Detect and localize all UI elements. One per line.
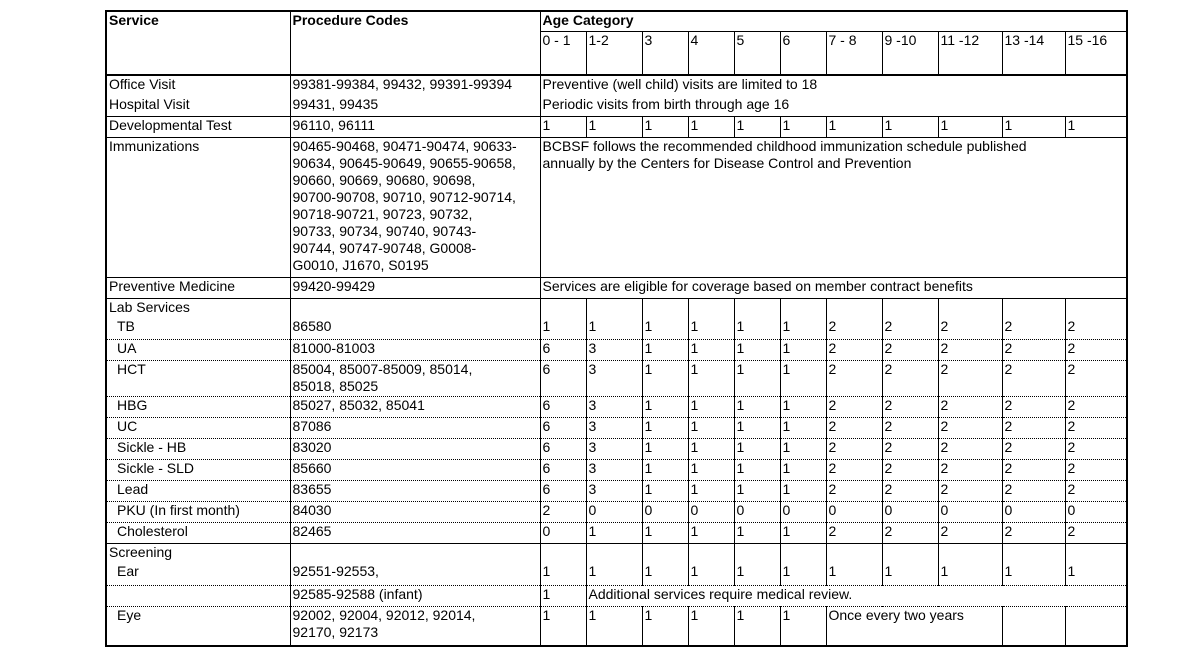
code-line: G0010, J1670, S0195 xyxy=(292,256,429,273)
age-col-header: 0 - 1 xyxy=(540,31,586,75)
code-line: 92170, 92173 xyxy=(292,623,379,640)
code-line: 90744, 90747-90748, G0008- xyxy=(292,239,477,256)
row-sickle-sld xyxy=(106,459,1127,480)
note-cell: Services are eligible for coverage based on member contract benefits xyxy=(540,277,1127,298)
value-cell: 1 xyxy=(586,522,642,543)
value-cell: 1 xyxy=(540,318,586,339)
codes-cell: 85027, 85032, 85041 xyxy=(290,396,540,417)
value-cell: 2 xyxy=(882,522,938,543)
value-cell: 2 xyxy=(938,360,1002,396)
value-cell: 1 xyxy=(734,563,780,585)
row-hospital-visit xyxy=(106,96,1127,116)
value-cell: 6 xyxy=(540,339,586,360)
coverage-table xyxy=(105,10,1128,647)
value-cell: 1 xyxy=(586,116,642,137)
codes-cell: 99420-99429 xyxy=(290,277,540,298)
codes-cell: 99431, 99435 xyxy=(290,96,540,116)
value-cell: 3 xyxy=(586,339,642,360)
value-cell: 2 xyxy=(1002,459,1065,480)
value-cell: 0 xyxy=(780,501,826,522)
value-cell: 1 xyxy=(642,606,688,646)
value-cell: 1 xyxy=(826,563,882,585)
value-cell: 1 xyxy=(734,360,780,396)
value-cell: 2 xyxy=(1002,396,1065,417)
age-col-header: 4 xyxy=(688,31,734,75)
value-cell: 1 xyxy=(1065,563,1127,585)
value-cell: 2 xyxy=(1002,480,1065,501)
note-cell: Preventive (well child) visits are limited to 18 xyxy=(540,75,1127,96)
row-ear xyxy=(106,563,1127,585)
row-developmental-test xyxy=(106,116,1127,137)
value-cell: 1 xyxy=(1002,116,1065,137)
value-cell: 2 xyxy=(1065,480,1127,501)
value-cell: 2 xyxy=(1002,318,1065,339)
value-cell: 2 xyxy=(882,360,938,396)
codes-cell: 92585-92588 (infant) xyxy=(290,585,540,606)
value-cell: 1 xyxy=(734,459,780,480)
value-cell: 2 xyxy=(826,360,882,396)
value-cell: 1 xyxy=(734,438,780,459)
value-cell: 1 xyxy=(688,522,734,543)
row-office-visit xyxy=(106,75,1127,96)
value-cell: 0 xyxy=(688,501,734,522)
value-cell: 1 xyxy=(688,339,734,360)
value-cell: 3 xyxy=(586,417,642,438)
value-cell: 1 xyxy=(1065,116,1127,137)
value-cell: 2 xyxy=(1002,339,1065,360)
note-cell: Once every two years xyxy=(826,606,1002,646)
value-cell: 1 xyxy=(734,606,780,646)
value-cell: 0 xyxy=(734,501,780,522)
service-cell: HBG xyxy=(106,396,290,417)
codes-cell: 83020 xyxy=(290,438,540,459)
service-cell: Ear xyxy=(106,563,290,585)
value-cell: 2 xyxy=(826,396,882,417)
row-eye xyxy=(106,606,1127,646)
row-tb xyxy=(106,318,1127,339)
value-cell: 6 xyxy=(540,438,586,459)
service-cell: Sickle - SLD xyxy=(106,459,290,480)
value-cell: 1 xyxy=(826,116,882,137)
note-line: annually by the Centers for Disease Control and Prevention xyxy=(542,154,912,171)
value-cell: 6 xyxy=(540,396,586,417)
value-cell: 2 xyxy=(1065,318,1127,339)
value-cell: 2 xyxy=(882,459,938,480)
value-cell: 2 xyxy=(826,459,882,480)
row-ua xyxy=(106,339,1127,360)
value-cell: 1 xyxy=(642,459,688,480)
value-cell: 2 xyxy=(540,501,586,522)
value-cell: 1 xyxy=(642,339,688,360)
value-cell: 1 xyxy=(540,116,586,137)
service-cell: Immunizations xyxy=(106,137,290,277)
value-cell: 0 xyxy=(586,501,642,522)
value-cell: 3 xyxy=(586,396,642,417)
service-cell: Eye xyxy=(106,606,290,646)
service-cell: TB xyxy=(106,318,290,339)
value-cell: 1 xyxy=(780,522,826,543)
value-cell: 1 xyxy=(734,522,780,543)
value-cell: 1 xyxy=(688,360,734,396)
value-cell: 2 xyxy=(938,522,1002,543)
value-cell: 2 xyxy=(1065,438,1127,459)
value-cell: 1 xyxy=(586,606,642,646)
row-sickle-hb xyxy=(106,438,1127,459)
value-cell: 1 xyxy=(780,606,826,646)
row-uc xyxy=(106,417,1127,438)
value-cell: 1 xyxy=(780,563,826,585)
value-cell: 1 xyxy=(780,417,826,438)
value-cell: 1 xyxy=(688,318,734,339)
row-screening xyxy=(106,543,1127,563)
value-cell: 6 xyxy=(540,417,586,438)
value-cell: 0 xyxy=(1002,501,1065,522)
value-cell: 1 xyxy=(780,339,826,360)
age-col-header: 5 xyxy=(734,31,780,75)
age-col-header: 13 -14 xyxy=(1002,31,1065,75)
value-cell: 1 xyxy=(1002,563,1065,585)
value-cell: 2 xyxy=(826,522,882,543)
header-age-category: Age Category xyxy=(540,11,1127,31)
code-line: 90733, 90734, 90740, 90743- xyxy=(292,222,477,239)
value-cell: 1 xyxy=(734,318,780,339)
codes-cell xyxy=(290,137,540,277)
value-cell: 2 xyxy=(1002,522,1065,543)
value-cell: 1 xyxy=(734,480,780,501)
age-col-header: 6 xyxy=(780,31,826,75)
value-cell: 2 xyxy=(938,417,1002,438)
value-cell: 1 xyxy=(688,459,734,480)
service-cell: Cholesterol xyxy=(106,522,290,543)
codes-cell: 99381-99384, 99432, 99391-99394 xyxy=(290,75,540,96)
codes-cell xyxy=(290,606,540,646)
value-cell: 2 xyxy=(938,318,1002,339)
value-cell: 1 xyxy=(780,318,826,339)
value-cell: 2 xyxy=(882,480,938,501)
value-cell: 1 xyxy=(780,459,826,480)
row-hct xyxy=(106,360,1127,396)
value-cell: 2 xyxy=(882,438,938,459)
value-cell: 1 xyxy=(780,116,826,137)
value-cell: 2 xyxy=(826,318,882,339)
code-line: 92002, 92004, 92012, 92014, xyxy=(292,606,476,623)
value-cell: 3 xyxy=(586,360,642,396)
codes-cell: 87086 xyxy=(290,417,540,438)
value-cell: 1 xyxy=(642,116,688,137)
value-cell: 2 xyxy=(826,438,882,459)
age-col-header: 15 -16 xyxy=(1065,31,1127,75)
value-cell: 1 xyxy=(642,522,688,543)
value-cell: 1 xyxy=(688,417,734,438)
codes-cell: 85660 xyxy=(290,459,540,480)
note-cell: Additional services require medical review. xyxy=(586,585,1127,606)
codes-cell: 81000-81003 xyxy=(290,339,540,360)
row-lead xyxy=(106,480,1127,501)
code-line: 90634, 90645-90649, 90655-90658, xyxy=(292,154,516,171)
service-cell: Sickle - HB xyxy=(106,438,290,459)
value-cell: 1 xyxy=(938,116,1002,137)
value-cell: 2 xyxy=(1002,417,1065,438)
value-cell: 2 xyxy=(1065,459,1127,480)
note-line: BCBSF follows the recommended childhood immunization schedule published xyxy=(542,137,1027,154)
codes-cell: 82465 xyxy=(290,522,540,543)
value-cell: 1 xyxy=(642,318,688,339)
codes-cell xyxy=(290,360,540,396)
row-cholesterol xyxy=(106,522,1127,543)
value-cell: 2 xyxy=(1002,360,1065,396)
service-cell: Developmental Test xyxy=(106,116,290,137)
header-service: Service xyxy=(106,11,290,75)
value-cell: 1 xyxy=(642,480,688,501)
codes-cell: 83655 xyxy=(290,480,540,501)
value-cell: 2 xyxy=(938,396,1002,417)
value-cell: 1 xyxy=(882,563,938,585)
value-cell: 2 xyxy=(1065,360,1127,396)
value-cell: 1 xyxy=(688,606,734,646)
value-cell: 1 xyxy=(586,563,642,585)
value-cell: 1 xyxy=(882,116,938,137)
value-cell: 2 xyxy=(938,480,1002,501)
note-cell xyxy=(540,137,1127,277)
value-cell: 1 xyxy=(688,563,734,585)
note-cell: Periodic visits from birth through age 16 xyxy=(540,96,1127,116)
value-cell: 1 xyxy=(540,606,586,646)
value-cell: 3 xyxy=(586,438,642,459)
service-cell: Hospital Visit xyxy=(106,96,290,116)
value-cell: 1 xyxy=(780,360,826,396)
value-cell: 1 xyxy=(642,438,688,459)
value-cell: 6 xyxy=(540,480,586,501)
value-cell: 2 xyxy=(882,396,938,417)
value-cell: 1 xyxy=(642,396,688,417)
value-cell: 3 xyxy=(586,480,642,501)
service-cell: PKU (In first month) xyxy=(106,501,290,522)
value-cell: 1 xyxy=(734,116,780,137)
service-cell: Office Visit xyxy=(106,75,290,96)
value-cell: 1 xyxy=(938,563,1002,585)
code-line: 90660, 90669, 90680, 90698, xyxy=(292,171,476,188)
value-cell: 1 xyxy=(540,585,586,606)
code-line: 85004, 85007-85009, 85014, xyxy=(292,360,473,377)
age-col-header: 9 -10 xyxy=(882,31,938,75)
value-cell: 1 xyxy=(734,417,780,438)
section-label: Lab Services xyxy=(106,298,290,318)
value-cell: 1 xyxy=(688,396,734,417)
value-cell: 0 xyxy=(540,522,586,543)
value-cell: 2 xyxy=(1065,396,1127,417)
value-cell: 6 xyxy=(540,360,586,396)
row-ear-infant xyxy=(106,585,1127,606)
value-cell: 1 xyxy=(642,563,688,585)
row-hbg xyxy=(106,396,1127,417)
service-cell: HCT xyxy=(106,360,290,396)
value-cell: 2 xyxy=(938,339,1002,360)
codes-cell: 86580 xyxy=(290,318,540,339)
value-cell: 2 xyxy=(938,459,1002,480)
value-cell: 1 xyxy=(688,116,734,137)
value-cell: 1 xyxy=(780,396,826,417)
value-cell: 1 xyxy=(642,360,688,396)
value-cell: 1 xyxy=(688,438,734,459)
value-cell: 2 xyxy=(1065,339,1127,360)
value-cell: 0 xyxy=(1065,501,1127,522)
value-cell: 2 xyxy=(1065,522,1127,543)
service-cell: Preventive Medicine xyxy=(106,277,290,298)
value-cell: 2 xyxy=(938,438,1002,459)
value-cell: 1 xyxy=(780,480,826,501)
row-immunizations xyxy=(106,137,1127,277)
code-line: 90700-90708, 90710, 90712-90714, xyxy=(292,188,516,205)
coverage-table-sheet xyxy=(105,10,1126,647)
codes-cell: 92551-92553, xyxy=(290,563,540,585)
service-cell: Lead xyxy=(106,480,290,501)
value-cell: 2 xyxy=(826,339,882,360)
value-cell: 1 xyxy=(780,438,826,459)
value-cell: 0 xyxy=(938,501,1002,522)
value-cell: 1 xyxy=(734,339,780,360)
service-cell: UA xyxy=(106,339,290,360)
code-line: 90465-90468, 90471-90474, 90633- xyxy=(292,137,517,154)
codes-cell: 84030 xyxy=(290,501,540,522)
code-line: 85018, 85025 xyxy=(292,377,379,394)
value-cell: 0 xyxy=(882,501,938,522)
value-cell: 0 xyxy=(826,501,882,522)
value-cell: 2 xyxy=(826,417,882,438)
value-cell: 2 xyxy=(826,480,882,501)
service-cell: UC xyxy=(106,417,290,438)
value-cell: 1 xyxy=(734,396,780,417)
value-cell: 2 xyxy=(1002,438,1065,459)
value-cell: 1 xyxy=(586,318,642,339)
age-col-header: 1-2 xyxy=(586,31,642,75)
value-cell: 2 xyxy=(882,318,938,339)
code-line: 90718-90721, 90723, 90732, xyxy=(292,205,473,222)
value-cell: 2 xyxy=(1065,417,1127,438)
value-cell: 6 xyxy=(540,459,586,480)
value-cell: 2 xyxy=(882,417,938,438)
value-cell: 1 xyxy=(540,563,586,585)
value-cell: 0 xyxy=(642,501,688,522)
age-col-header: 7 - 8 xyxy=(826,31,882,75)
value-cell: 1 xyxy=(642,417,688,438)
value-cell: 1 xyxy=(688,480,734,501)
section-label: Screening xyxy=(106,543,290,563)
row-pku xyxy=(106,501,1127,522)
header-procedure-codes: Procedure Codes xyxy=(290,11,540,75)
value-cell: 3 xyxy=(586,459,642,480)
row-preventive-medicine xyxy=(106,277,1127,298)
codes-cell: 96110, 96111 xyxy=(290,116,540,137)
age-col-header: 11 -12 xyxy=(938,31,1002,75)
value-cell: 2 xyxy=(882,339,938,360)
row-lab-services xyxy=(106,298,1127,318)
age-col-header: 3 xyxy=(642,31,688,75)
